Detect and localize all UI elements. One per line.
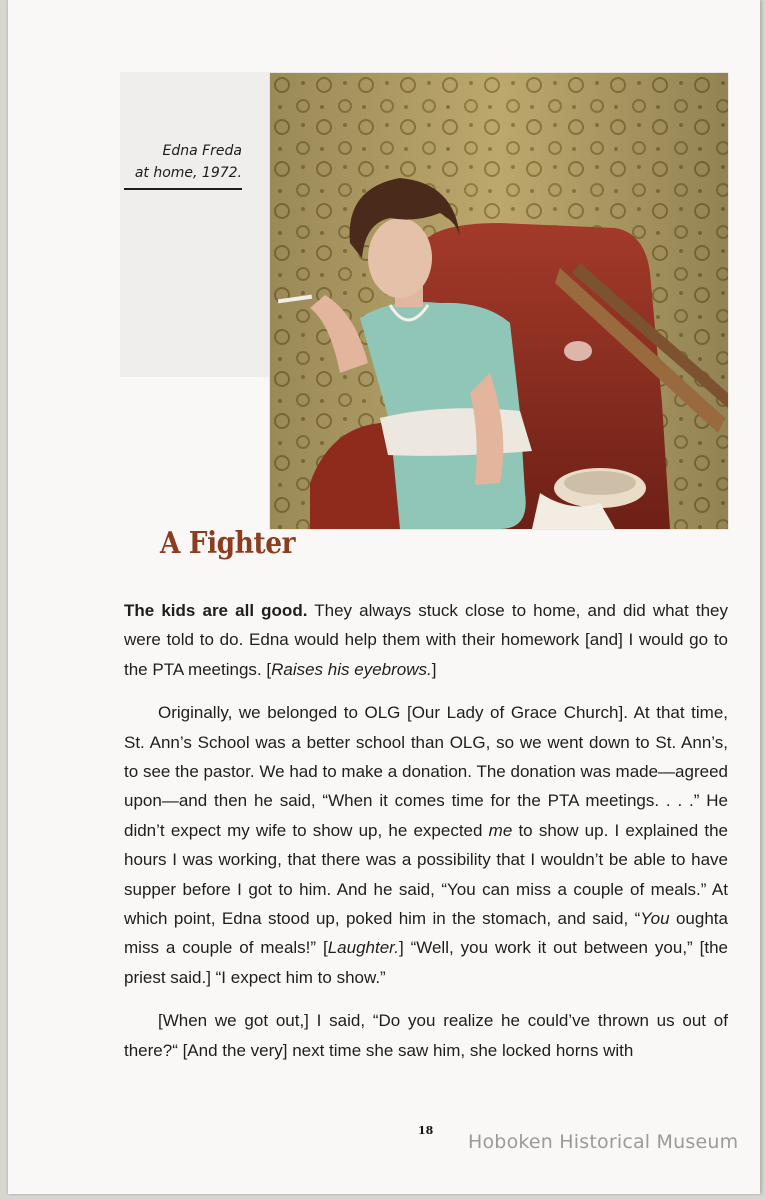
article-body <box>124 596 728 1079</box>
portrait-photo <box>270 73 728 529</box>
portrait-illustration <box>270 73 728 529</box>
caption-line-1: Edna Freda <box>162 143 242 159</box>
photo-caption <box>124 140 242 184</box>
watermark: Hoboken Historical Museum <box>468 1131 739 1153</box>
caption-line-2: at home, 1972. <box>134 165 242 181</box>
paragraph-2: Originally, we belonged to OLG [Our Lady of Grace Church]. At that time, St. Ann’s School was a better school than OLG, so we went down to St. Ann’s, to see the pastor. We had to make a donation. The donation was made—agreed upon—and then he said, “When it comes time for the PTA meetings. . . .” He didn’t expect my wife to show up, he expected me to show up. I explained the hours I was working, that there was a possibility that I wouldn’t be able to have supper before I got to him. And he said, “You can miss a couple of meals.” At which point, Edna stood up, poked him in the stomach, and said, “You oughta miss a couple of meals!” [Laughter.] “Well, you work it out between you,” [the priest said.] “I expect him to show.” <box>124 703 728 987</box>
face <box>368 218 432 298</box>
page-number: 18 <box>418 1124 434 1137</box>
paragraph-1: The kids are all good. They always stuck close to home, and did what they were told to do. Edna would help them with their homework [and] I would go to the PTA meetings. [Raises his eyebrows.] <box>124 601 728 679</box>
book-page <box>8 0 760 1194</box>
paragraph-3: [When we got out,] I said, “Do you realize he could’ve thrown us out of there?“ [And the very] next time she saw him, she locked horns with <box>124 1011 728 1060</box>
section-heading: A Fighter <box>160 526 296 561</box>
bleed-through-shade <box>120 72 272 377</box>
caption-rule <box>124 188 242 190</box>
lead-in: The kids are all good. <box>124 601 308 620</box>
